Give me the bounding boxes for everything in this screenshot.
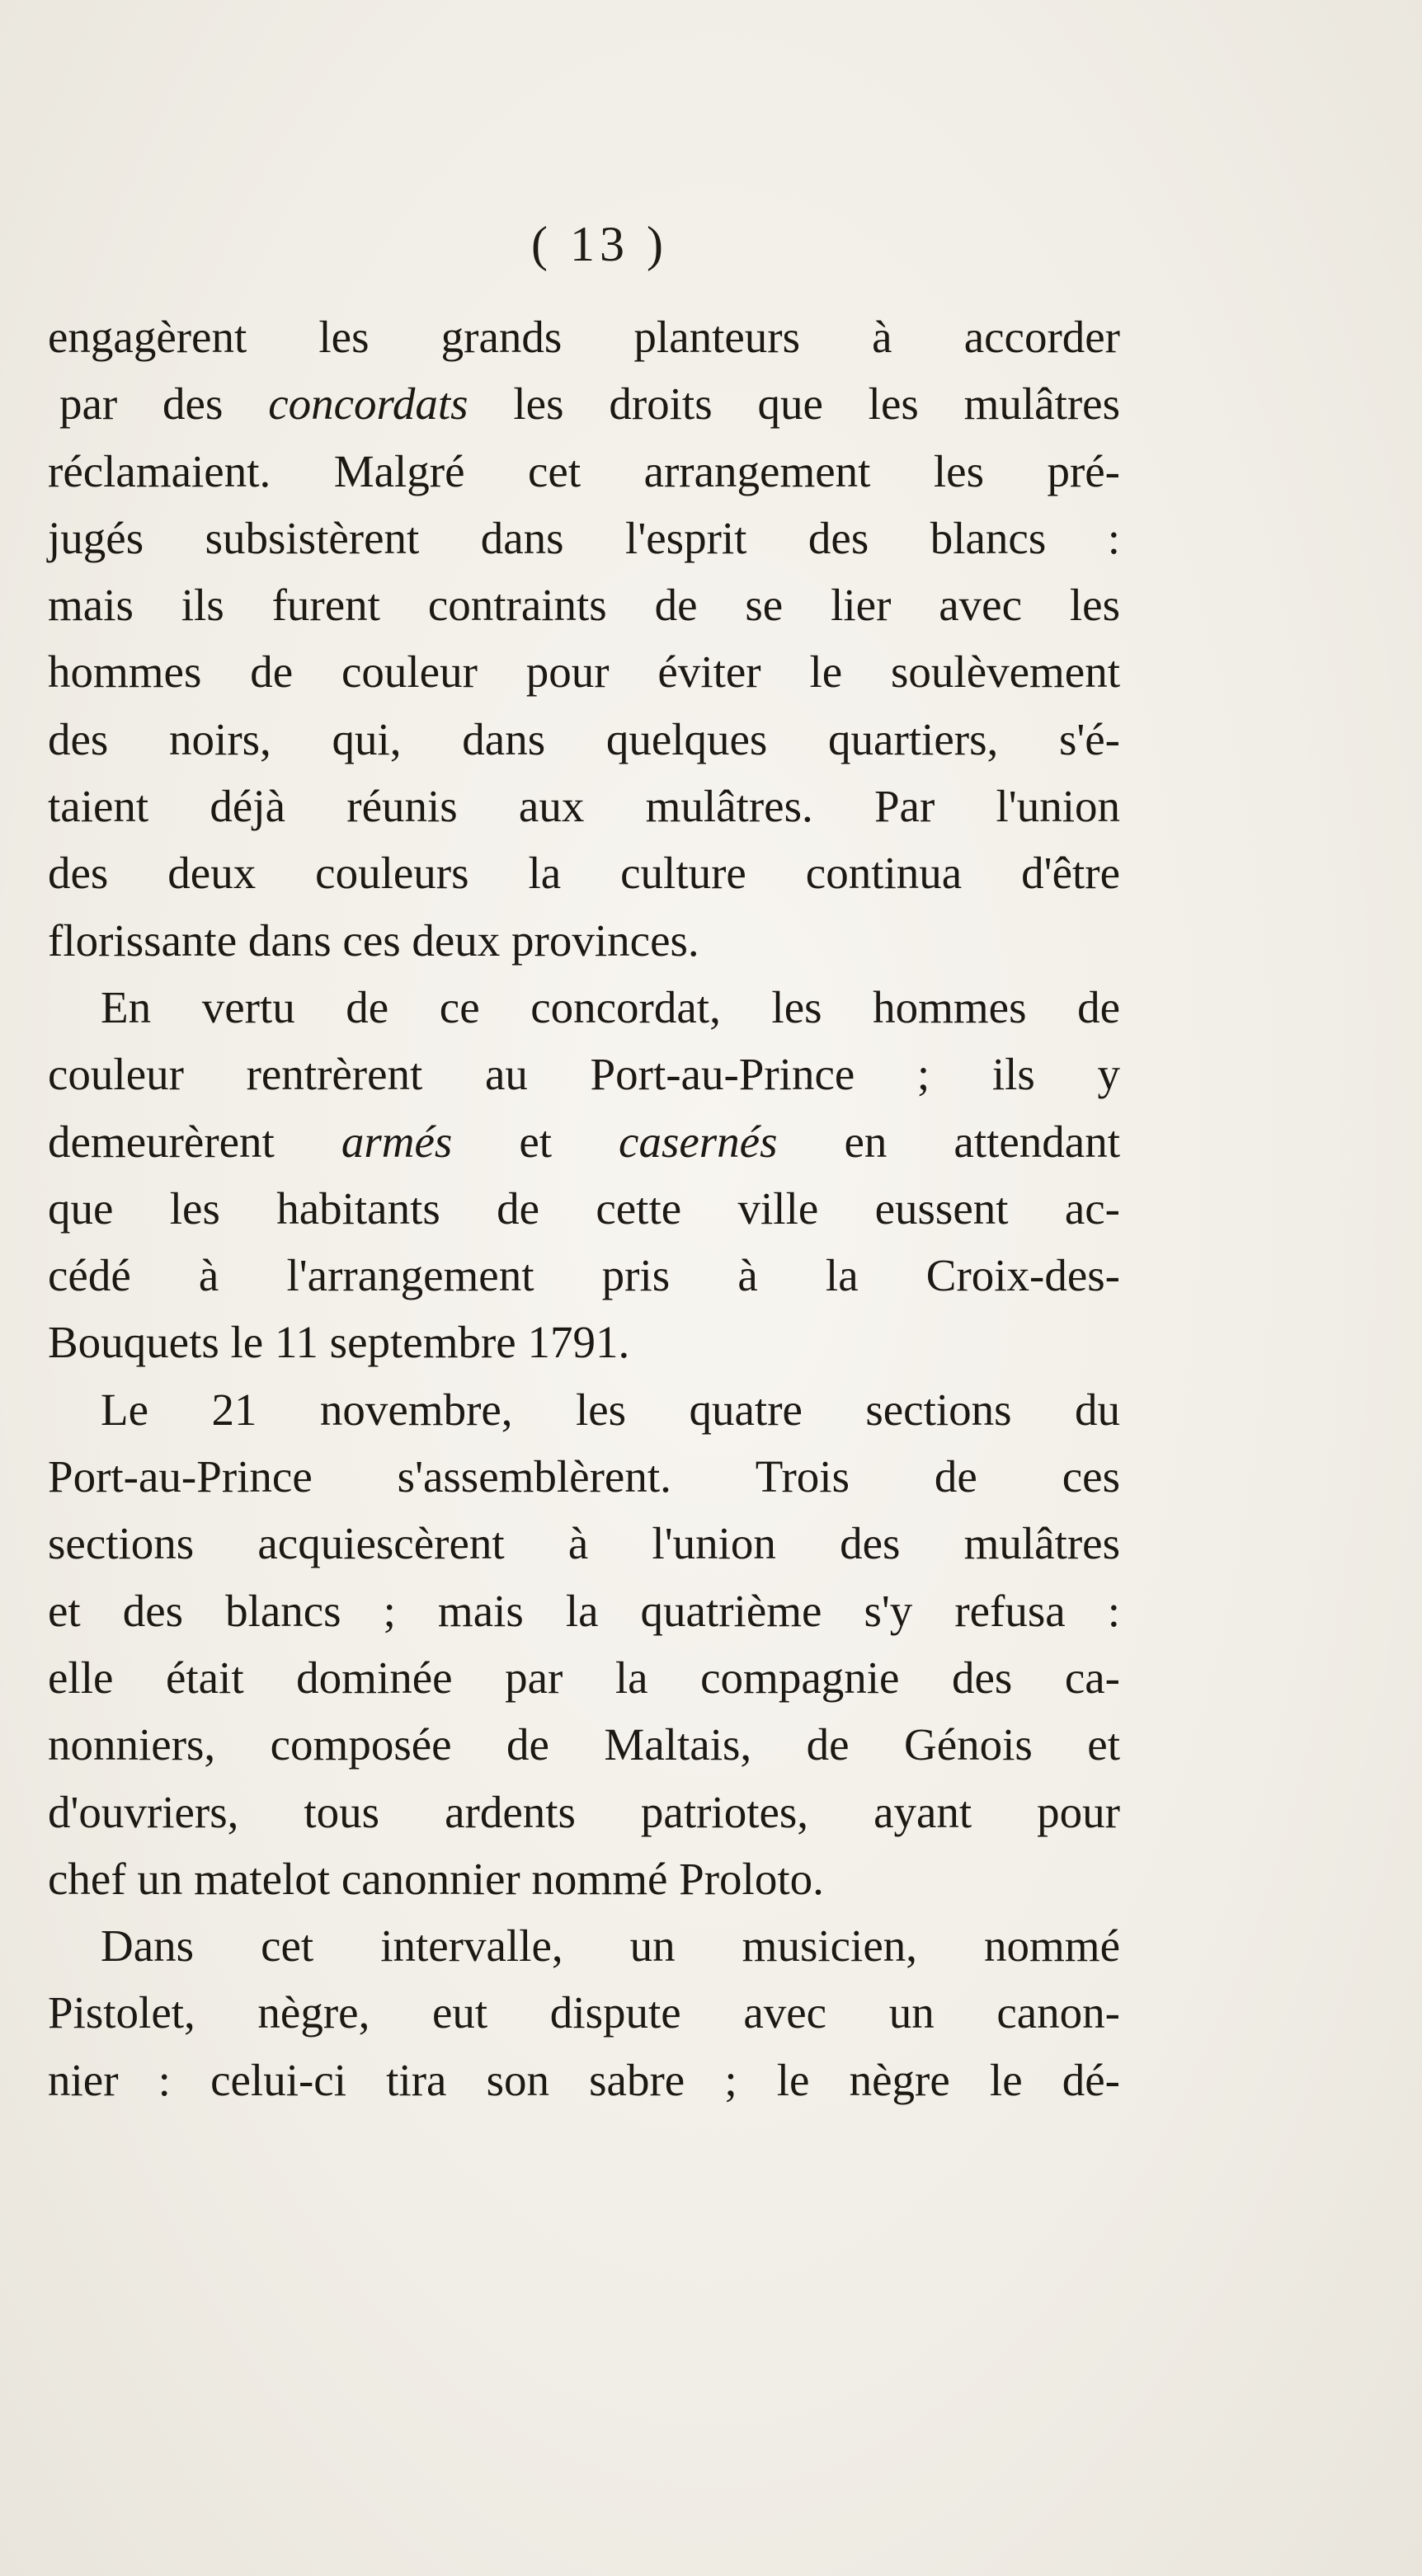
- italic-word: concordats: [268, 378, 469, 430]
- text-line: nier : celui-ci tira son sabre ; le nègre le dé-: [48, 2054, 1120, 2105]
- page-number: ( 13 ): [531, 217, 668, 271]
- paragraph-start: En vertu de ce concordat, les hommes de: [101, 981, 1120, 1032]
- text-line: par des concordats les droits que les mulâtres: [59, 378, 1120, 430]
- italic-word: casernés: [619, 1116, 778, 1167]
- body-text: [48, 303, 1120, 2113]
- text-line: Bouquets le 11 septembre 1791.: [48, 1317, 630, 1368]
- text-line: que les habitants de cette ville eussent ac-: [48, 1182, 1120, 1234]
- text-line: florissante dans ces deux provinces.: [48, 914, 699, 966]
- text-line: couleur rentrèrent au Port-au-Prince ; ils y: [48, 1049, 1120, 1100]
- text-line: Port-au-Prince s'assemblèrent. Trois de ces: [48, 1451, 1120, 1502]
- text-line: des deux couleurs la culture continua d'être: [48, 848, 1120, 899]
- text-line: elle était dominée par la compagnie des ca-: [48, 1652, 1120, 1703]
- text-line: engagèrent les grands planteurs à accorder: [48, 312, 1120, 362]
- text-line: des noirs, qui, dans quelques quartiers, s'é-: [48, 713, 1120, 764]
- italic-word: armés: [341, 1116, 453, 1167]
- text-line: hommes de couleur pour éviter le soulèvement: [48, 646, 1120, 698]
- text-line: mais ils furent contraints de se lier avec les: [48, 580, 1120, 631]
- text-line: d'ouvriers, tous ardents patriotes, ayant pour: [48, 1786, 1120, 1837]
- text-line: cédé à l'arrangement pris à la Croix-des-: [48, 1250, 1120, 1301]
- text-line: nonniers, composée de Maltais, de Génois et: [48, 1719, 1120, 1770]
- text-line: sections acquiescèrent à l'union des mulâtres: [48, 1518, 1120, 1569]
- text-line: jugés subsistèrent dans l'esprit des blancs :: [48, 512, 1120, 563]
- text-line: et des blancs ; mais la quatrième s'y refusa :: [48, 1585, 1120, 1636]
- text-line: demeurèrent armés et casernés en attendant: [48, 1116, 1120, 1167]
- paragraph-start: Dans cet intervalle, un musicien, nommé: [101, 1920, 1120, 1972]
- text-line: réclamaient. Malgré cet arrangement les pré-: [48, 445, 1120, 496]
- text-line: chef un matelot canonnier nommé Proloto.: [48, 1853, 824, 1904]
- paragraph-start: Le 21 novembre, les quatre sections du: [101, 1384, 1120, 1435]
- text-line: Pistolet, nègre, eut dispute avec un canon-: [48, 1987, 1120, 2038]
- text-line: taient déjà réunis aux mulâtres. Par l'union: [48, 781, 1120, 832]
